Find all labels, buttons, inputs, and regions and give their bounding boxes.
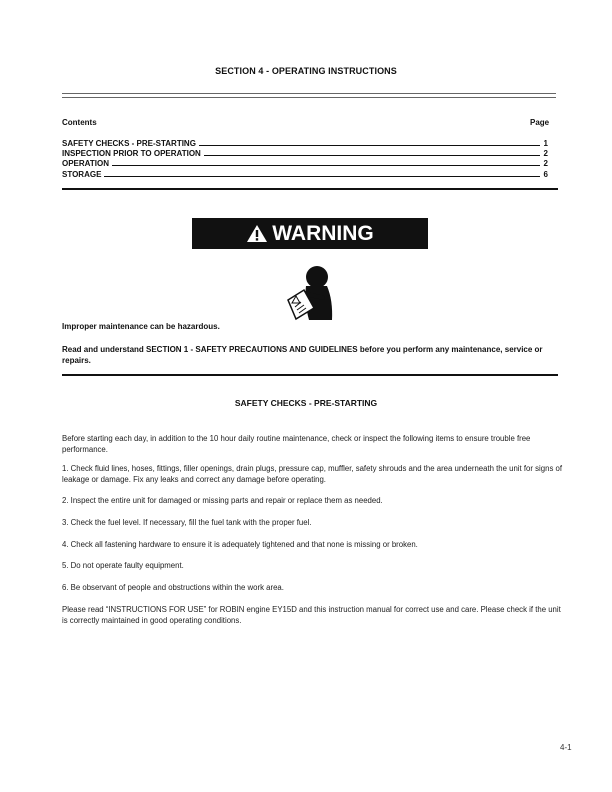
toc-leader	[204, 154, 540, 156]
header-rule-bottom	[62, 97, 556, 98]
toc-leader	[104, 175, 540, 177]
check-item-6: 6. Be observant of people and obstructions within the work area.	[62, 583, 284, 592]
check-item-5: 5. Do not operate faulty equipment.	[62, 561, 184, 570]
toc-entry-label: INSPECTION PRIOR TO OPERATION	[62, 149, 201, 158]
toc-entry-page: 2	[543, 159, 548, 168]
warning-text-2: Read and understand SECTION 1 - SAFETY PRECAUTIONS AND GUIDELINES before you perform any maintenance, service or repairs.	[62, 345, 543, 365]
toc-entry-page: 1	[543, 139, 548, 148]
check-item-3: 3. Check the fuel level. If necessary, fill the fuel tank with the proper fuel.	[62, 518, 312, 527]
contents-divider	[62, 188, 558, 190]
toc-entry[interactable]	[62, 169, 548, 179]
closing-paragraph: Please read “INSTRUCTIONS FOR USE” for ROBIN engine EY15D and this instruction manual for correct use and care. Please check if the unit is correctly maintained in good operating conditions.	[62, 605, 561, 625]
person-reading-manual-icon	[284, 264, 334, 322]
toc-leader	[112, 164, 540, 166]
toc-entry-page: 2	[543, 149, 548, 158]
toc-leader	[199, 144, 540, 146]
intro-paragraph: Before starting each day, in addition to the 10 hour daily routine maintenance, check or inspect the following items to ensure trouble free performance.	[62, 434, 531, 454]
warning-divider	[62, 374, 558, 376]
page-heading: Page	[530, 118, 550, 127]
section-title: SECTION 4 - OPERATING INSTRUCTIONS	[215, 66, 397, 76]
toc-entry[interactable]	[62, 158, 548, 168]
warning-label: WARNING	[272, 221, 374, 245]
warning-banner	[192, 218, 428, 249]
warning-triangle-icon	[246, 224, 268, 243]
check-item-2: 2. Inspect the entire unit for damaged or missing parts and repair or replace them as needed.	[62, 496, 383, 505]
check-item-4: 4. Check all fastening hardware to ensure it is adequately tightened and that none is missing or broken.	[62, 540, 418, 549]
toc-entry-label: OPERATION	[62, 159, 109, 168]
toc-entry[interactable]	[62, 138, 548, 148]
contents-heading: Contents	[62, 118, 97, 127]
header-rule-top	[62, 93, 556, 94]
check-item-1: 1. Check fluid lines, hoses, fittings, filler openings, drain plugs, pressure cap, muffler, safety shrouds and the area underneath the unit for signs of leakage or damage. Fix any leaks and correct any damage before operating.	[62, 464, 563, 484]
toc-entry-label: SAFETY CHECKS - PRE-STARTING	[62, 139, 196, 148]
page-number: 4-1	[560, 743, 572, 752]
toc-entry[interactable]	[62, 148, 548, 158]
safety-checks-title: SAFETY CHECKS - PRE-STARTING	[234, 398, 378, 408]
toc-entry-label: STORAGE	[62, 170, 102, 179]
toc-entry-page: 6	[543, 170, 548, 179]
warning-text-1: Improper maintenance can be hazardous.	[62, 322, 220, 331]
